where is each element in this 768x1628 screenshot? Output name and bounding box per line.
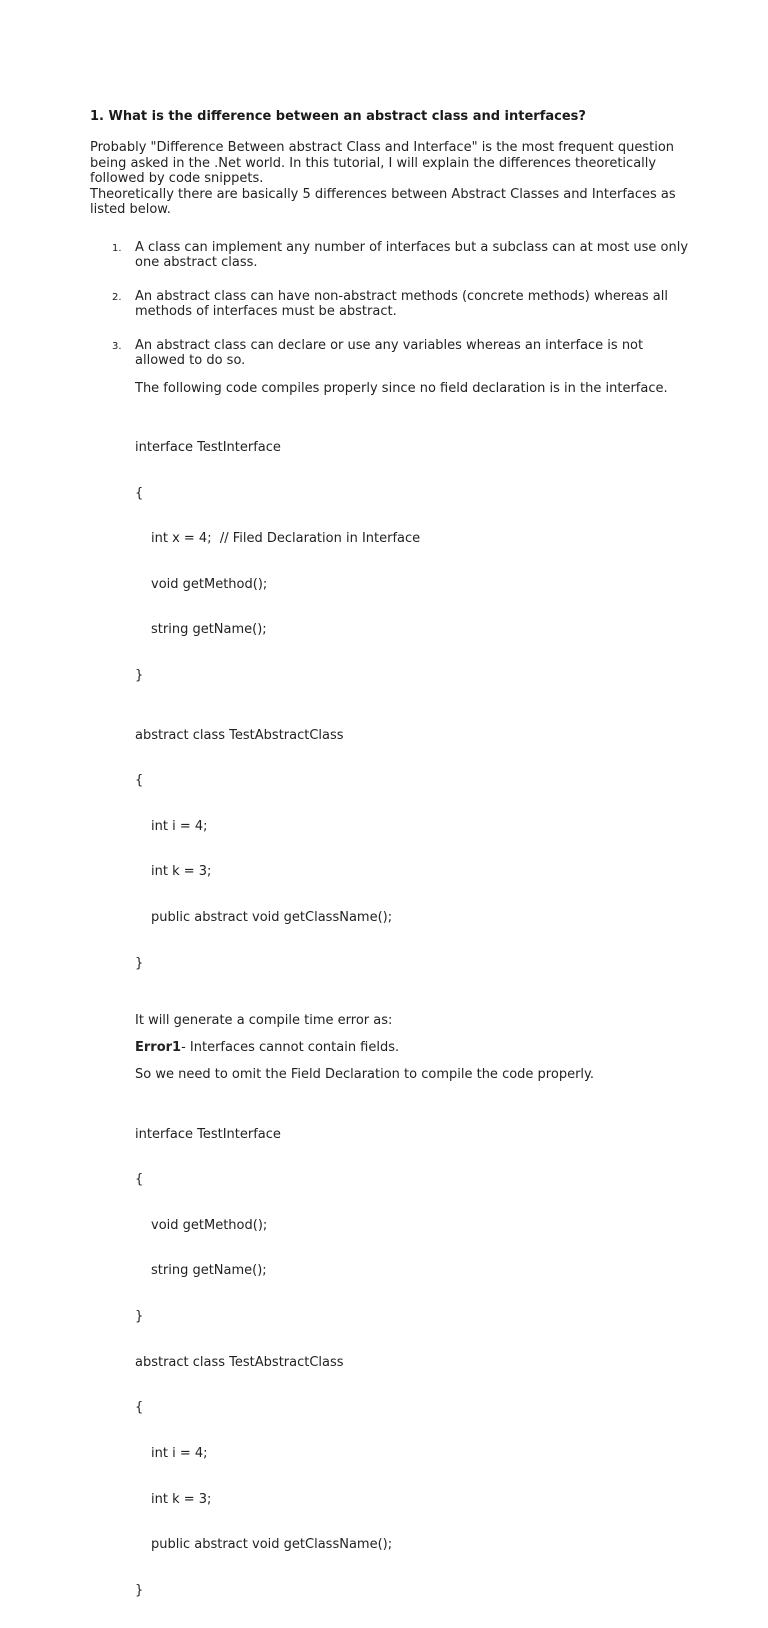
code-line: void getMethod(); <box>135 1218 690 1233</box>
code-line: int i = 4; <box>135 819 690 834</box>
code-line: void getMethod(); <box>135 577 690 592</box>
code-line: interface TestInterface <box>135 1127 690 1142</box>
list-item-number: 3. <box>112 339 122 354</box>
code-line: } <box>135 956 690 971</box>
list-item-text: allowed to do so. <box>135 353 690 369</box>
list-item-text: An abstract class can declare or use any variables whereas an interface is not <box>135 338 690 354</box>
code-line: { <box>135 1400 690 1415</box>
code-line: { <box>135 1172 690 1187</box>
code-line: } <box>135 1583 690 1598</box>
list-item <box>90 338 690 369</box>
list-item-number: 2. <box>112 290 122 305</box>
list-item <box>90 289 690 320</box>
code-line: { <box>135 773 690 788</box>
intro-line: listed below. <box>90 202 690 218</box>
code-line: { <box>135 486 690 501</box>
intro-line: Theoretically there are basically 5 differences between Abstract Classes and Interfaces as <box>90 187 690 203</box>
intro-line: being asked in the .Net world. In this tutorial, I will explain the differences theoretically <box>90 156 690 172</box>
error-text: - Interfaces cannot contain fields. <box>181 1040 399 1055</box>
code-line: } <box>135 668 690 683</box>
error-intro-paragraph: It will generate a compile time error as: <box>135 1013 690 1028</box>
document-page <box>90 108 690 1628</box>
omit-paragraph: So we need to omit the Field Declaration to compile the code properly. <box>135 1067 690 1082</box>
compiles-paragraph: The following code compiles properly since no field declaration is in the interface. <box>135 381 690 396</box>
list-item-text: methods of interfaces must be abstract. <box>135 304 690 320</box>
differences-list <box>90 240 690 369</box>
code-line: int i = 4; <box>135 1446 690 1461</box>
error-paragraph <box>135 1040 690 1055</box>
code-line: interface TestInterface <box>135 440 690 455</box>
code-line: abstract class TestAbstractClass <box>135 1355 690 1370</box>
code-line: string getName(); <box>135 1263 690 1278</box>
list-item-text: one abstract class. <box>135 255 690 271</box>
code-line: public abstract void getClassName(); <box>135 1537 690 1552</box>
code-line: public abstract void getClassName(); <box>135 910 690 925</box>
intro-line: followed by code snippets. <box>90 171 690 187</box>
code-line: } <box>135 1309 690 1324</box>
list-item-text: An abstract class can have non-abstract methods (concrete methods) whereas all <box>135 289 690 305</box>
code-line: int x = 4; // Filed Declaration in Interface <box>135 531 690 546</box>
question-heading: 1. What is the difference between an abstract class and interfaces? <box>90 108 690 126</box>
code-snippet-1 <box>135 410 690 1002</box>
intro-paragraph <box>90 140 690 218</box>
error-label: Error1 <box>135 1040 181 1055</box>
list-item <box>90 240 690 271</box>
list-item-number: 1. <box>112 241 122 256</box>
code-snippet-2 <box>135 1096 690 1628</box>
intro-line: Probably "Difference Between abstract Class and Interface" is the most frequent question <box>90 140 690 156</box>
code-line: string getName(); <box>135 622 690 637</box>
list-item-text: A class can implement any number of interfaces but a subclass can at most use only <box>135 240 690 256</box>
code-line: int k = 3; <box>135 864 690 879</box>
code-line: int k = 3; <box>135 1492 690 1507</box>
code-line: abstract class TestAbstractClass <box>135 728 690 743</box>
item-3-details <box>90 381 690 1628</box>
